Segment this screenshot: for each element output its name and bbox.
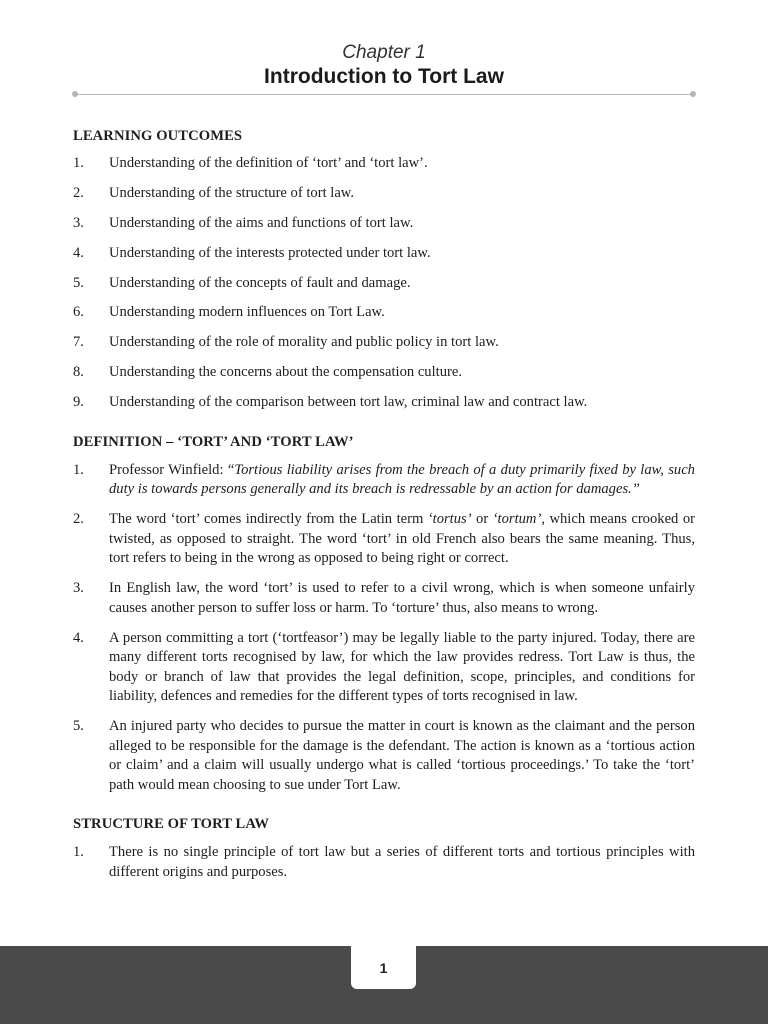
- item-number: 5.: [73, 718, 84, 735]
- item-text: Professor Winfield: “: [109, 461, 235, 478]
- list-item: [73, 274, 695, 294]
- list-item: [73, 510, 695, 569]
- list-item: [73, 214, 695, 234]
- item-number: 2.: [73, 184, 84, 201]
- item-number: 2.: [73, 511, 84, 528]
- section-heading-structure: STRUCTURE OF TORT LAW: [73, 816, 270, 833]
- item-text: A person committing a tort (‘tortfeasor’) may be legally liable to the party injured. Today, there are many different torts recognised by law, for which the law provides redress. Tort Law is thus, the body or branch of law that provides the legal definition, scope, principles, and conditions for liability, defences and remedies for the different types of torts recognised in law.: [109, 629, 695, 705]
- item-number: 1.: [73, 155, 84, 171]
- item-text: Understanding of the role of morality and public policy in tort law.: [109, 334, 499, 351]
- item-number: 5.: [73, 274, 84, 291]
- list-item: [73, 393, 695, 413]
- item-number: 1.: [73, 461, 84, 478]
- definition-list: [73, 461, 695, 796]
- learning-outcomes-list: [73, 154, 695, 413]
- item-number: 1.: [73, 844, 84, 861]
- list-item: [73, 461, 695, 500]
- list-item: [73, 629, 695, 707]
- item-number: 3.: [73, 214, 84, 231]
- item-number: 7.: [73, 334, 84, 351]
- item-text: Understanding the concerns about the compensation culture.: [109, 364, 462, 381]
- item-text: Understanding of the definition of ‘tort’ and ‘tort law’.: [109, 155, 428, 171]
- latin-term-tortus: ‘tortus’: [427, 511, 472, 528]
- item-text: There is no single principle of tort law but a series of different torts and tortious principles with different origins and purposes.: [109, 844, 695, 880]
- page-body: [73, 128, 695, 882]
- item-text: An injured party who decides to pursue the matter in court is known as the claimant and the person alleged to be responsible for the damage is the defendant. The action is known as a ‘tortious action or claim’ and a claim will usually undergo what is called ‘tortious proceedings.’ To take the ‘tort’ path would mean choosing to sue under Tort Law.: [109, 718, 695, 793]
- item-text: Understanding of the comparison between tort law, criminal law and contract law.: [109, 394, 588, 411]
- list-item: [73, 363, 695, 383]
- latin-term-tortum: ‘tortum’: [492, 511, 542, 528]
- item-text: Understanding of the structure of tort law.: [109, 184, 355, 201]
- list-item: [73, 717, 695, 795]
- structure-list: [73, 843, 695, 882]
- item-text: Understanding modern influences on Tort Law.: [109, 304, 385, 321]
- title-rule-left-dot: [72, 91, 78, 97]
- chapter-label: Chapter 1: [342, 42, 426, 63]
- item-number: 4.: [73, 629, 84, 646]
- title-rule: [76, 94, 692, 95]
- item-text: In English law, the word ‘tort’ is used to refer to a civil wrong, which is when someone unfairly causes another person to suffer loss or harm. To ‘torture’ thus, also means to wrong.: [109, 580, 695, 616]
- item-text: , which means crooked or twisted, as opposed to straight. The word ‘tort’ in old French also bears the same meaning. Thus, tort refers to being in the wrong as opposed to being right or correct.: [109, 511, 695, 567]
- list-item: [73, 843, 695, 882]
- list-item: [73, 579, 695, 618]
- page-number: 1: [351, 946, 416, 989]
- section-heading-definition: DEFINITION – ‘TORT’ AND ‘TORT LAW’: [73, 433, 354, 450]
- title-rule-right-dot: [690, 91, 696, 97]
- list-item: [73, 244, 695, 264]
- item-text: Understanding of the aims and functions of tort law.: [109, 214, 414, 231]
- item-text: Understanding of the interests protected under tort law.: [109, 244, 431, 261]
- item-text: or: [471, 511, 493, 528]
- section-heading-learning-outcomes: LEARNING OUTCOMES: [73, 128, 243, 144]
- chapter-title: Introduction to Tort Law: [264, 65, 504, 88]
- list-item: [73, 333, 695, 353]
- item-number: 9.: [73, 394, 84, 411]
- item-number: 4.: [73, 244, 84, 261]
- list-item: [73, 303, 695, 323]
- item-number: 6.: [73, 304, 84, 321]
- list-item: [73, 184, 695, 204]
- item-text: The word ‘tort’ comes indirectly from the Latin term: [109, 511, 428, 528]
- list-item: [73, 154, 695, 174]
- item-number: 3.: [73, 580, 84, 597]
- item-text: Understanding of the concepts of fault and damage.: [109, 274, 411, 291]
- winfield-quote: Tortious liability arises from the breach of a duty primarily fixed by law, such duty is towards persons generally and its breach is redressable by an action for damages.”: [109, 461, 695, 498]
- item-number: 8.: [73, 364, 84, 381]
